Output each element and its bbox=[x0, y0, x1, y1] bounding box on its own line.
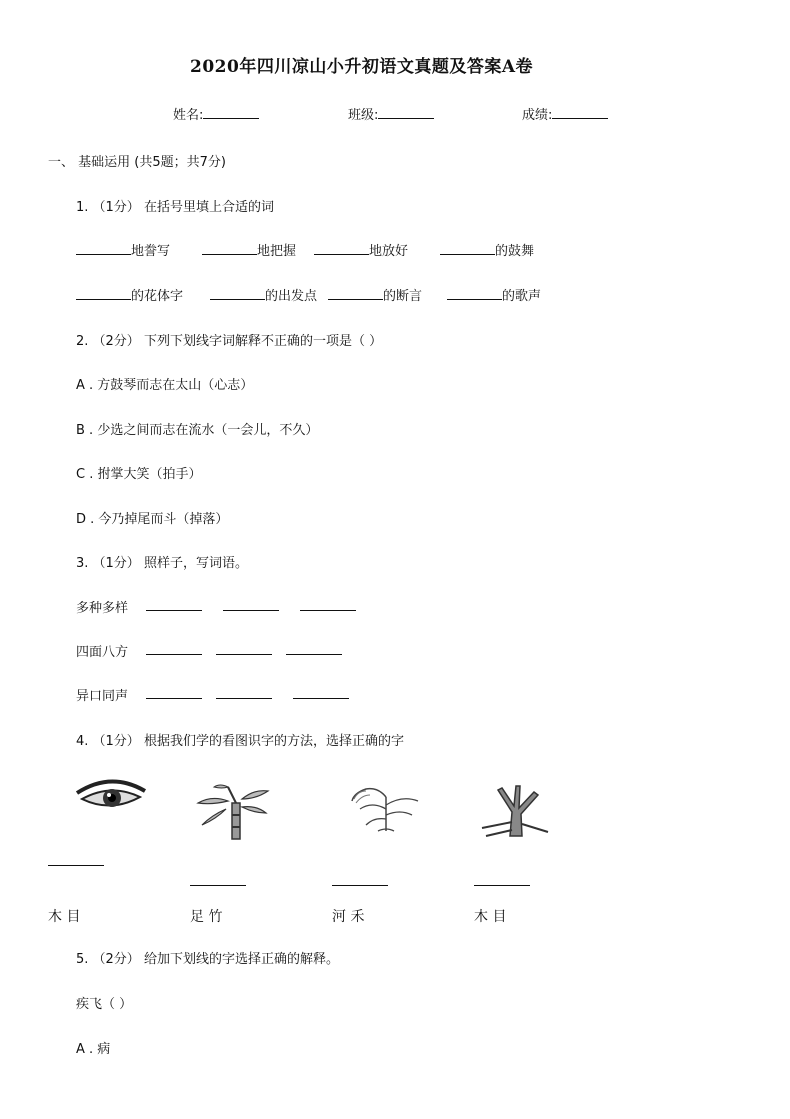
q1-row2-item bbox=[328, 285, 422, 304]
q2-option-a[interactable]: A . 方鼓琴而志在太山（心志） bbox=[76, 378, 254, 393]
answer-blank[interactable] bbox=[440, 241, 495, 255]
answer-blank[interactable] bbox=[474, 885, 530, 886]
section-heading: 一、 基础运用 (共5题；共7分) bbox=[48, 155, 226, 170]
bamboo-picture bbox=[192, 781, 272, 841]
q1-row1-item bbox=[440, 240, 534, 259]
answer-blank[interactable] bbox=[216, 654, 272, 655]
eye-picture bbox=[74, 777, 148, 815]
q4-choice: 木 目 bbox=[474, 909, 507, 925]
answer-blank[interactable] bbox=[300, 610, 356, 611]
q1-word: 的歌声 bbox=[502, 289, 542, 304]
answer-blank[interactable] bbox=[293, 698, 349, 699]
answer-blank[interactable] bbox=[202, 241, 257, 255]
q3-stem: 3. （1分） 照样子，写词语。 bbox=[76, 556, 248, 571]
q1-row2-item bbox=[76, 285, 183, 304]
answer-blank[interactable] bbox=[216, 698, 272, 699]
q5-word: 疾飞（ ） bbox=[76, 997, 133, 1012]
q2-stem: 2. （2分） 下列下划线字词解释不正确的一项是（ ） bbox=[76, 334, 383, 349]
answer-blank[interactable] bbox=[48, 865, 104, 866]
tree-picture bbox=[476, 782, 552, 838]
q1-word: 的花体字 bbox=[131, 289, 184, 304]
answer-blank[interactable] bbox=[146, 610, 202, 611]
grain-picture bbox=[344, 779, 424, 835]
q1-word: 地把握 bbox=[257, 244, 297, 259]
answer-blank[interactable] bbox=[190, 885, 246, 886]
answer-blank[interactable] bbox=[332, 885, 388, 886]
q3-example-word: 四面八方 bbox=[76, 645, 129, 660]
q3-example-word: 多种多样 bbox=[76, 601, 129, 616]
q1-word: 的断言 bbox=[383, 289, 423, 304]
q1-word: 地放好 bbox=[369, 244, 409, 259]
class-field bbox=[348, 104, 434, 123]
q2-option-c[interactable]: C . 拊掌大笑（拍手） bbox=[76, 467, 202, 482]
q4-choice: 河 禾 bbox=[332, 909, 365, 925]
q1-row1-item bbox=[76, 240, 170, 259]
answer-blank[interactable] bbox=[447, 286, 502, 300]
q1-word: 的鼓舞 bbox=[495, 244, 535, 259]
q1-word: 的出发点 bbox=[265, 289, 318, 304]
q5-option-a[interactable]: A . 病 bbox=[76, 1042, 111, 1057]
answer-blank[interactable] bbox=[76, 241, 131, 255]
q1-word: 地誊写 bbox=[131, 244, 171, 259]
score-field bbox=[522, 104, 608, 123]
answer-blank[interactable] bbox=[76, 286, 131, 300]
class-blank[interactable] bbox=[378, 105, 434, 119]
answer-blank[interactable] bbox=[146, 654, 202, 655]
answer-blank[interactable] bbox=[314, 241, 369, 255]
q1-row2-item bbox=[447, 285, 541, 304]
q2-option-d[interactable]: D . 今乃掉尾而斗（掉落） bbox=[76, 512, 229, 527]
q4-choice: 足 竹 bbox=[190, 909, 223, 925]
score-blank[interactable] bbox=[552, 105, 608, 119]
q1-row1-item bbox=[314, 240, 408, 259]
answer-blank[interactable] bbox=[286, 654, 342, 655]
q3-example-word: 异口同声 bbox=[76, 689, 129, 704]
q2-option-b[interactable]: B . 少选之间而志在流水（一会儿，不久） bbox=[76, 423, 319, 438]
answer-blank[interactable] bbox=[223, 610, 279, 611]
q5-stem: 5. （2分） 给加下划线的字选择正确的解释。 bbox=[76, 952, 339, 967]
name-label: 姓名: bbox=[173, 108, 204, 123]
q1-row1-item bbox=[202, 240, 296, 259]
class-label: 班级: bbox=[348, 108, 379, 123]
page-title: 2020年四川凉山小升初语文真题及答案A卷 bbox=[190, 57, 534, 77]
q1-row2-item bbox=[210, 285, 317, 304]
q4-stem: 4. （1分） 根据我们学的看图识字的方法，选择正确的字 bbox=[76, 734, 404, 749]
q4-choice: 木 目 bbox=[48, 909, 81, 925]
answer-blank[interactable] bbox=[328, 286, 383, 300]
answer-blank[interactable] bbox=[146, 698, 202, 699]
q1-stem: 1. （1分） 在括号里填上合适的词 bbox=[76, 200, 274, 215]
name-field bbox=[173, 104, 259, 123]
score-label: 成绩: bbox=[522, 108, 553, 123]
answer-blank[interactable] bbox=[210, 286, 265, 300]
name-blank[interactable] bbox=[203, 105, 259, 119]
